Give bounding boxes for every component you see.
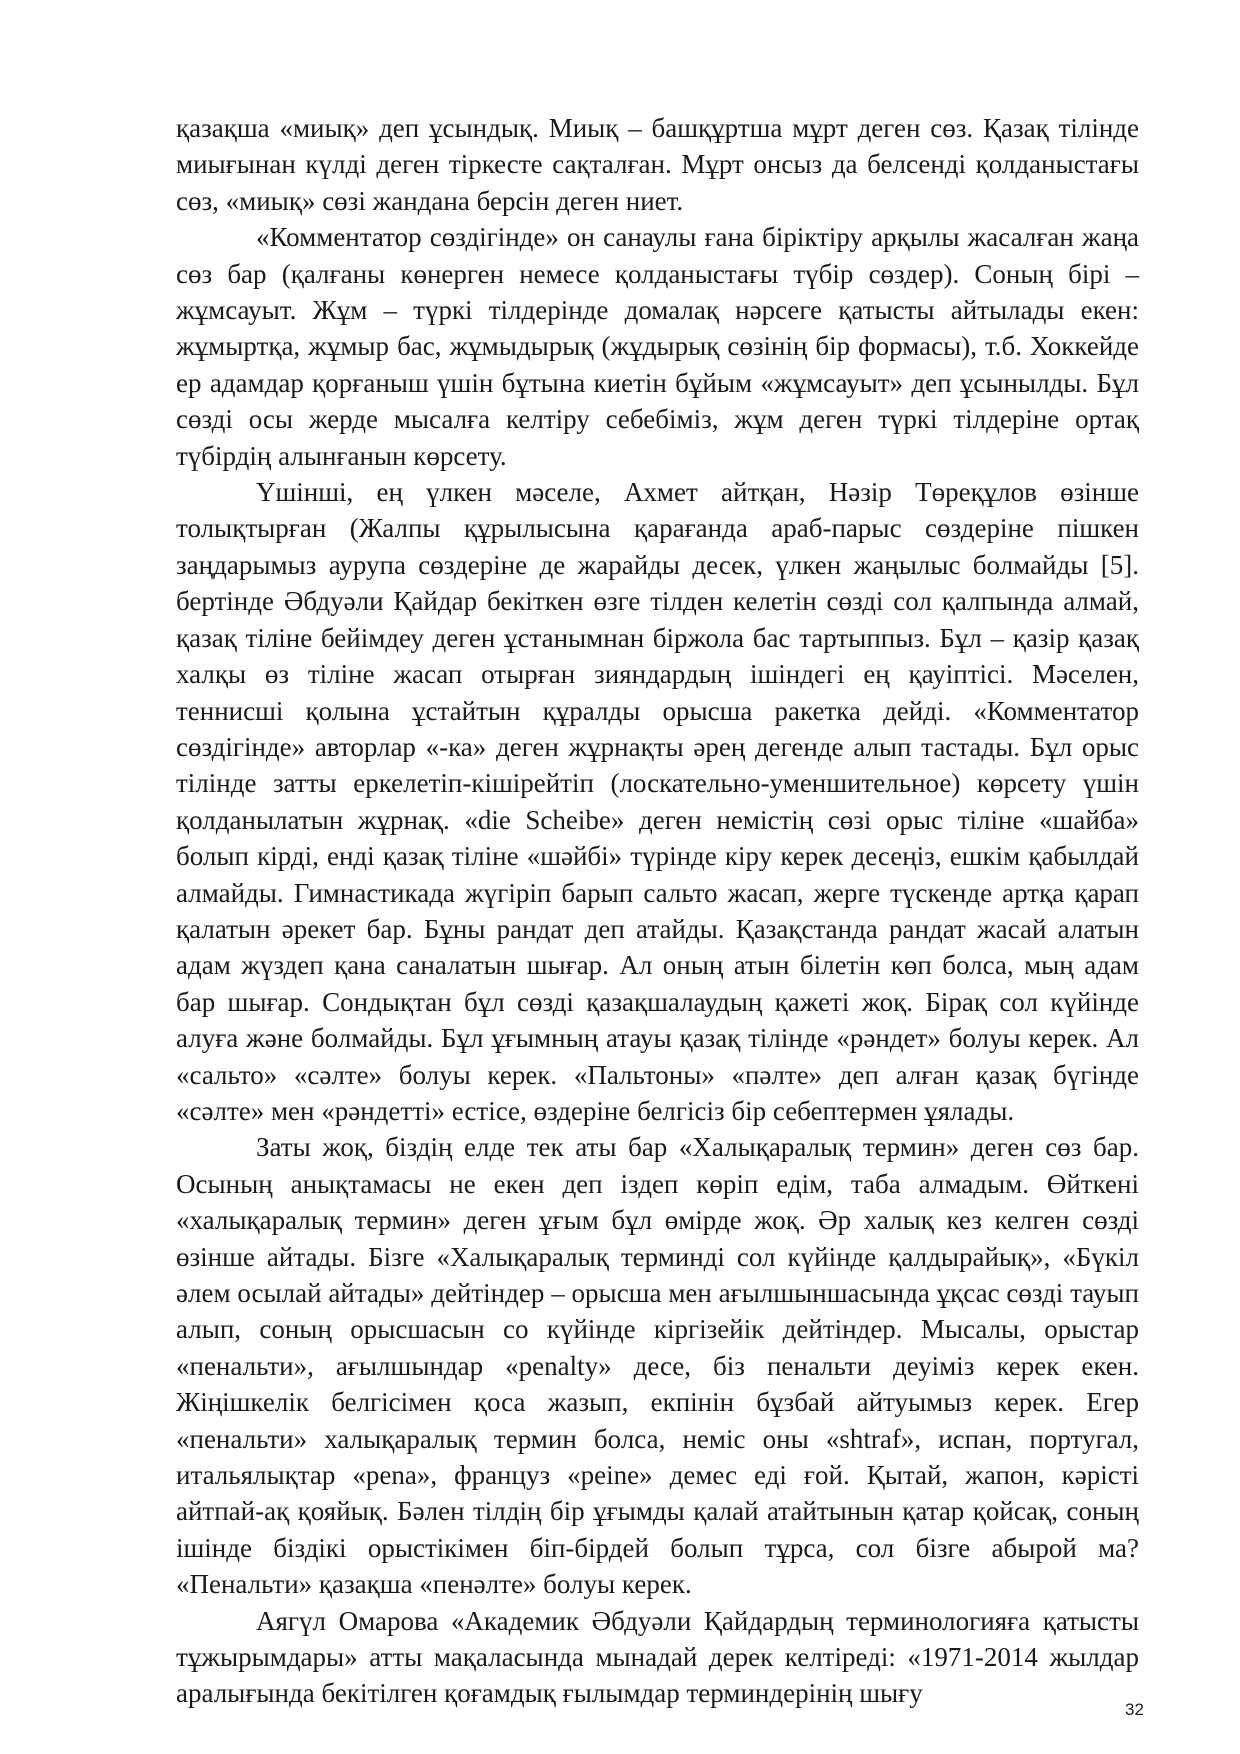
paragraph-2: «Комментатор сөздігінде» он санаулы ғана біріктіру арқылы жасалған жаңа сөз бар (қалғаны көнерген немесе қолданыстағы түбір сөздер). Соның бірі – жұмсауыт. Жұм – түркі тілдерінде домалақ нәрсеге қатысты айтылады екен: жұмыртқа, жұмыр бас, жұмыдырық (жұдырық сөзінің бір формасы), т.б. Хоккейде ер адамдар қорғаныш үшін бұтына киетін бұйым «жұмсауыт» деп ұсынылды. Бұл сөзді осы жерде мысалға келтіру себебіміз, жұм деген түркі тілдеріне ортақ түбірдің алынғанын көрсету.	[176, 222, 1139, 471]
paragraph-4: Заты жоқ, біздің елде тек аты бар «Халықаралық термин» деген сөз бар. Осының анықтамасы не екен деп іздеп көріп едім, таба алмадым. Өйткені «халықаралық термин» деген ұғым бұл өмірде жоқ. Әр халық кез келген сөзді өзінше айтады. Бізге «Халықаралық терминді сол күйінде қалдырайық», «Бүкіл әлем осылай айтады» дейтіндер – орысша мен ағылшыншасында ұқсас сөзді тауып алып, соның орысшасын со күйінде кіргізейік дейтіндер. Мысалы, орыстар «пенальти», ағылшындар «penalty» десе, біз пенальти деуіміз керек екен. Жіңішкелік белгісімен қоса жазып, екпінін бұзбай айтуымыз керек. Егер «пенальти» халықаралық термин болса, неміс оны «shtraf», испан, португал, итальялықтар «pena», француз «peine» демес еді ғой. Қытай, жапон, кәрісті айтпай-ақ қояйық. Бәлен тілдің бір ұғымды қалай атайтынын қатар қойсақ, соның ішінде біздікі орыстікімен біп-бірдей болып тұрса, сол бізге абырой ма? «Пенальти» қазақша «пенәлте» болуы керек.	[176, 1132, 1139, 1600]
page-number: 32	[1125, 1700, 1144, 1719]
paragraph-1: қазақша «миық» деп ұсындық. Миық – башқұртша мұрт деген сөз. Қазақ тілінде миығынан күлді деген тіркесте сақталған. Мұрт онсыз да белсенді қолданыстағы сөз, «миық» сөзі жандана берсін деген ниет.	[176, 113, 1139, 216]
paragraph-5: Аягүл Омарова «Академик Әбдуәли Қайдардың терминологияға қатысты тұжырымдары» атты мақаласында мынадай дерек келтіреді: «1971-2014 жылдар аралығында бекітілген қоғамдық ғылымдар терминдерінің шығу	[176, 1605, 1139, 1709]
paragraph-3: Үшінші, ең үлкен мәселе, Ахмет айтқан, Нәзір Төреқұлов өзінше толықтырған (Жалпы құрылысына қарағанда араб-парыс сөздеріне пішкен заңдарымыз аурупа сөздеріне де жарайды десек, үлкен жаңылыс болмайды [5]. бертінде Әбдуәли Қайдар бекіткен өзге тілден келетін сөзді сол қалпында алмай, қазақ тіліне бейімдеу деген ұстанымнан біржола бас тартыппыз. Бұл – қазір қазақ халқы өз тіліне жасап отырған зияндардың ішіндегі ең қауіптісі. Мәселен, теннисші қолына ұстайтын құралды орысша ракетка дейді. «Комментатор сөздігінде» авторлар «-ка» деген жұрнақты әрең дегенде алып тастады. Бұл орыс тілінде затты еркелетіп-кішірейтіп (лоскательно-уменшительное) көрсету үшін қолданылатын жұрнақ. «die Scheibe» деген немістің сөзі орыс тіліне «шайба» болып кірді, енді қазақ тіліне «шәйбі» түрінде кіру керек десеңіз, ешкім қабылдай алмайды. Гимнастикада жүгіріп барып сальто жасап, жерге түскенде артқа қарап қалатын әрекет бар. Бұны рандат деп атайды. Қазақстанда рандат жасай алатын адам жүздеп қана саналатын шығар. Ал оның атын білетін көп болса, мың адам бар шығар. Сондықтан бұл сөзді қазақшалаудың қажеті жоқ. Бірақ сол күйінде алуға және болмайды. Бұл ұғымның атауы қазақ тілінде «рәндет» болуы керек. Ал «сальто» «сәлте» болуы керек. «Пальтоны» «пәлте» деп алған қазақ бүгінде «сәлте» мен «рәндетті» естісе, өздеріне белгісіз бір себептермен ұялады.	[176, 477, 1139, 1126]
document-page	[176, 110, 1139, 1712]
